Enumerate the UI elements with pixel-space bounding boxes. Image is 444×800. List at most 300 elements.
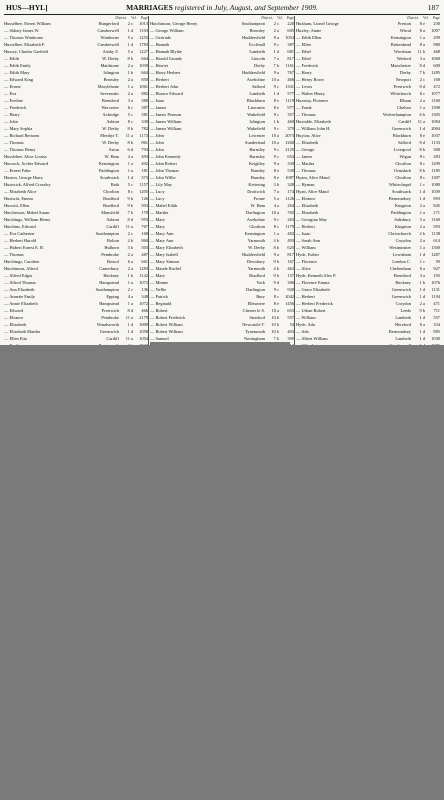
entry-volume: 9 b bbox=[273, 273, 279, 278]
entry-page: 171 bbox=[433, 210, 440, 215]
entry-district: Whitechapel bbox=[388, 182, 411, 187]
entry-district: Chelsea bbox=[397, 105, 411, 110]
entry-district: Axeholme bbox=[246, 77, 265, 82]
entry-page: 593 bbox=[433, 224, 440, 229]
entry-volume: 1 d bbox=[127, 175, 133, 180]
entry-volume: 8 e bbox=[273, 301, 279, 306]
register-entry bbox=[4, 216, 148, 223]
register-entry bbox=[296, 202, 440, 209]
entry-name: — Eleanor bbox=[296, 196, 316, 201]
entry-page: 1185 bbox=[431, 168, 440, 173]
entry-page: 379 bbox=[287, 126, 294, 131]
entry-district: W. Ham bbox=[250, 203, 265, 208]
register-entry bbox=[150, 90, 294, 97]
entry-name: — Thomas Wimborne bbox=[4, 35, 44, 40]
register-entry bbox=[150, 195, 294, 202]
entry-name: Huyton, Alice bbox=[296, 133, 321, 138]
entry-name: Hyam, Alice Maud bbox=[296, 175, 330, 180]
entry-page: 181 bbox=[141, 168, 148, 173]
entry-district: Southwark bbox=[391, 189, 411, 194]
entry-page: 482 bbox=[287, 231, 294, 236]
entry-district: Wandsworth bbox=[96, 322, 119, 327]
entry-district: Wakefield bbox=[247, 126, 265, 131]
register-entry bbox=[150, 314, 294, 321]
entry-page: 167 bbox=[287, 259, 294, 264]
entry-page: 126 bbox=[141, 196, 148, 201]
entry-volume: 8 d bbox=[419, 140, 425, 145]
entry-district: Darlington bbox=[245, 210, 265, 215]
entry-volume: 11 b bbox=[417, 49, 425, 54]
register-entry bbox=[150, 223, 294, 230]
entry-page: 59 bbox=[435, 259, 440, 264]
entry-page: 1287 bbox=[431, 252, 440, 257]
entry-volume: 6 a bbox=[419, 322, 425, 327]
register-entry bbox=[296, 181, 440, 188]
entry-name: — Ernest bbox=[4, 84, 21, 89]
entry-page: 460 bbox=[287, 119, 294, 124]
register-entry bbox=[296, 27, 440, 34]
entry-name: — Mary bbox=[150, 217, 165, 222]
column-label-district: District. bbox=[261, 16, 274, 20]
entry-district: Camberwell bbox=[97, 28, 119, 33]
entry-volume: 8 d bbox=[419, 84, 425, 89]
register-entry bbox=[296, 223, 440, 230]
entry-volume: 2 c bbox=[127, 21, 133, 26]
entry-name: — John bbox=[150, 140, 164, 145]
register-entry bbox=[4, 265, 148, 272]
entry-district: Brentford bbox=[101, 98, 119, 103]
entry-district: Barnsley bbox=[249, 154, 265, 159]
entry-district: Greenwich bbox=[391, 287, 411, 292]
entry-district: Leeds bbox=[400, 308, 411, 313]
register-entry bbox=[4, 321, 148, 328]
entry-page: 882 bbox=[141, 91, 148, 96]
entry-name: — Florence bbox=[296, 259, 317, 264]
register-entry bbox=[150, 286, 294, 293]
entry-name: Hyde, Ada bbox=[296, 322, 315, 327]
entry-district: Prestwich bbox=[101, 308, 119, 313]
entry-page: 1398 bbox=[431, 105, 440, 110]
entry-volume: 2 a bbox=[127, 266, 133, 271]
entry-page: 767 bbox=[141, 224, 148, 229]
entry-district: Lambeth bbox=[395, 336, 411, 341]
entry-volume: 1 d bbox=[273, 91, 279, 96]
entry-page: 817 bbox=[287, 252, 294, 257]
entry-name: — John Robert bbox=[150, 161, 177, 166]
entry-volume: 1 a bbox=[127, 84, 133, 89]
entry-district: Dewsbury bbox=[246, 259, 265, 264]
register-entry bbox=[150, 216, 294, 223]
register-entry bbox=[296, 258, 440, 265]
column-label-district: District. bbox=[407, 16, 420, 20]
entry-page: 1456 bbox=[285, 301, 294, 306]
entry-volume: 9 d bbox=[273, 280, 279, 285]
entry-volume: 7 b bbox=[273, 336, 279, 341]
register-entry bbox=[296, 125, 440, 132]
entry-district: Kensington bbox=[98, 161, 119, 166]
entry-district: Sevenoaks bbox=[100, 91, 119, 96]
register-entry bbox=[4, 286, 148, 293]
entry-district: Kingston bbox=[394, 203, 411, 208]
entry-district: Marylebone bbox=[97, 84, 119, 89]
page-title-main: MARRIAGES bbox=[126, 3, 173, 12]
entry-name: — Elizabeth bbox=[296, 210, 319, 215]
entry-name: — John Thomas bbox=[150, 168, 179, 173]
entry-district: Greenwich bbox=[391, 294, 411, 299]
entry-page: 1161 bbox=[285, 63, 294, 68]
entry-page: 1054 bbox=[139, 336, 148, 341]
entry-district: Huddersfield bbox=[242, 35, 265, 40]
entry-district: Nottingham bbox=[244, 336, 265, 341]
entry-district: Leicester bbox=[248, 133, 265, 138]
register-entry bbox=[4, 55, 148, 62]
entry-name: — Patrick bbox=[150, 294, 168, 299]
entry-volume: 1 d bbox=[419, 252, 425, 257]
entry-district: Merthyr T. bbox=[100, 133, 119, 138]
register-entry bbox=[4, 335, 148, 342]
entry-page: 1054 bbox=[285, 35, 294, 40]
entry-name: — Edith Emily bbox=[4, 63, 31, 68]
entry-page: 1133 bbox=[431, 140, 440, 145]
entry-volume: 10 b bbox=[271, 322, 279, 327]
entry-name: — John Willie bbox=[150, 175, 176, 180]
entry-district: Lambeth bbox=[395, 315, 411, 320]
entry-volume: 10 a bbox=[271, 140, 279, 145]
entry-volume: 10 b bbox=[271, 329, 279, 334]
entry-district: Kensington bbox=[390, 35, 411, 40]
entry-district: Bristol bbox=[107, 259, 119, 264]
entry-name: — John bbox=[4, 119, 18, 124]
entry-district: Salisbury bbox=[394, 217, 411, 222]
entry-volume: 2 a bbox=[419, 238, 425, 243]
register-entry bbox=[4, 272, 148, 279]
entry-page: 664 bbox=[141, 56, 148, 61]
entry-name: — Hyman bbox=[296, 182, 315, 187]
entry-name: — Urban Robert bbox=[296, 308, 326, 313]
entry-volume: 9 c bbox=[273, 112, 279, 117]
entry-volume: 2 c bbox=[419, 77, 425, 82]
register-entry bbox=[4, 125, 148, 132]
entry-name: — Henry Bowe bbox=[296, 77, 324, 82]
entry-name: — Elizabeth Alice bbox=[4, 189, 37, 194]
register-entry bbox=[150, 139, 294, 146]
register-entry bbox=[150, 55, 294, 62]
entry-name: — Robert William bbox=[150, 329, 183, 334]
entry-page: 503 bbox=[141, 203, 148, 208]
entry-district: Wrexham bbox=[393, 49, 411, 54]
register-entry bbox=[4, 118, 148, 125]
entry-district: Darlington bbox=[245, 287, 265, 292]
register-entry bbox=[296, 104, 440, 111]
entry-district: Droitwich bbox=[247, 189, 265, 194]
register-entry bbox=[296, 307, 440, 314]
entry-volume: 7 a bbox=[273, 56, 279, 61]
entry-name: — Florence Emma bbox=[296, 280, 330, 285]
entry-page: 395 bbox=[287, 336, 294, 341]
register-entry bbox=[4, 69, 148, 76]
entry-volume: 5 a bbox=[273, 196, 279, 201]
entry-page: 1084 bbox=[431, 119, 440, 124]
entry-name: — Mary bbox=[150, 273, 165, 278]
register-entry bbox=[4, 90, 148, 97]
entry-district: Bolton bbox=[107, 238, 119, 243]
entry-page: 1300 bbox=[431, 245, 440, 250]
entry-name: — Herbert Frederick bbox=[296, 301, 333, 306]
entry-district: Hampstead bbox=[99, 280, 119, 285]
entry-name: Hutchins, Edward bbox=[4, 224, 36, 229]
entry-volume: 1 d bbox=[273, 49, 279, 54]
entry-district: Birkenhead bbox=[390, 42, 411, 47]
entry-page: 1142 bbox=[139, 273, 148, 278]
entry-volume: 1 b bbox=[127, 273, 133, 278]
entry-district: Canterbury bbox=[99, 266, 119, 271]
entry-volume: 1 d bbox=[419, 329, 425, 334]
entry-volume: 1 b bbox=[127, 70, 133, 75]
entry-page: 920 bbox=[287, 287, 294, 292]
entry-district: Hackney bbox=[395, 280, 411, 285]
page-index-range: HUS—HYL] bbox=[6, 3, 48, 12]
entry-volume: 10 a bbox=[271, 308, 279, 313]
entry-name: — Hubert Ernest E. B. bbox=[4, 245, 44, 250]
entry-district: Hereford bbox=[395, 322, 411, 327]
entry-district: Epping bbox=[106, 294, 119, 299]
entry-page: 170 bbox=[141, 210, 148, 215]
entry-page: 1103 bbox=[139, 28, 148, 33]
entry-volume: 10 a bbox=[271, 210, 279, 215]
register-entry bbox=[150, 69, 294, 76]
entry-volume: 2 a bbox=[419, 203, 425, 208]
entry-page: 793 bbox=[141, 147, 148, 152]
entry-page: 503 bbox=[141, 245, 148, 250]
entry-volume: 6 d bbox=[127, 147, 133, 152]
entry-name: Hussock, Archer Edward bbox=[4, 161, 49, 166]
entry-page: 664 bbox=[141, 70, 148, 75]
entry-volume: 9 b bbox=[127, 203, 133, 208]
entry-volume: 8 b bbox=[273, 245, 279, 250]
entry-name: — Mary Elizabeth bbox=[150, 245, 183, 250]
entry-district: Sunderland bbox=[245, 140, 265, 145]
entry-volume: 2 a bbox=[419, 301, 425, 306]
entry-district: Hulborn bbox=[104, 245, 119, 250]
entry-page: 654 bbox=[287, 154, 294, 159]
entry-district: Bury bbox=[256, 294, 265, 299]
entry-district: Liverpool bbox=[393, 147, 411, 152]
register-entry bbox=[4, 111, 148, 118]
entry-name: — Thomas bbox=[4, 252, 24, 257]
entry-name: — Eva Catherine bbox=[4, 231, 35, 236]
entry-district: Barnsley bbox=[249, 147, 265, 152]
entry-page: 330 bbox=[287, 161, 294, 166]
entry-volume: 10 a bbox=[271, 133, 279, 138]
entry-name: — Thomas bbox=[4, 140, 24, 145]
entry-volume: 8 b bbox=[127, 140, 133, 145]
entry-volume: 8 b bbox=[419, 147, 425, 152]
entry-name: — Harriet bbox=[150, 63, 168, 68]
entry-district: Cardiff bbox=[106, 224, 119, 229]
entry-district: Hampstead bbox=[99, 301, 119, 306]
entry-volume: 2 a bbox=[127, 91, 133, 96]
entry-page: 953 bbox=[141, 217, 148, 222]
entry-district: Bromley bbox=[103, 77, 119, 82]
entry-page: 1160 bbox=[431, 98, 440, 103]
entry-name: — William bbox=[296, 245, 316, 250]
entry-name: — Martha bbox=[296, 161, 315, 166]
register-entry bbox=[150, 62, 294, 69]
register-entry bbox=[296, 111, 440, 118]
entry-page: 1061 bbox=[139, 84, 148, 89]
entry-district: Kingston bbox=[394, 224, 411, 229]
entry-page: 782 bbox=[141, 126, 148, 131]
entry-page: 681 bbox=[287, 49, 294, 54]
entry-volume: 5 a bbox=[419, 217, 425, 222]
entry-volume: 5 a bbox=[127, 35, 133, 40]
entry-page: 977 bbox=[287, 105, 294, 110]
entry-page: 471 bbox=[433, 301, 440, 306]
entry-district: Huddersfield bbox=[242, 70, 265, 75]
entry-name: — Harry Herbert bbox=[150, 70, 181, 75]
entry-volume: 1 d bbox=[419, 294, 425, 299]
entry-name: — Martha bbox=[150, 210, 169, 215]
entry-district: Southampton bbox=[95, 231, 119, 236]
entry-volume: 9 c bbox=[273, 154, 279, 159]
entry-name: Huswitt, Ellen bbox=[4, 203, 30, 208]
register-entry bbox=[296, 153, 440, 160]
register-entry bbox=[150, 230, 294, 237]
entry-district: Whitchurch bbox=[390, 91, 411, 96]
entry-page: 860 bbox=[141, 238, 148, 243]
entry-volume: 1 a bbox=[419, 35, 425, 40]
entry-volume: 2 a bbox=[127, 252, 133, 257]
entry-district: Ashby Z. bbox=[102, 49, 119, 54]
entry-district: W. Derby bbox=[248, 245, 265, 250]
entry-page: 157 bbox=[287, 273, 294, 278]
page-title bbox=[0, 3, 444, 13]
register-entry bbox=[150, 293, 294, 300]
register-entry bbox=[4, 223, 148, 230]
entry-district: Chester le S. bbox=[242, 308, 265, 313]
entry-name: — Edith Ellen bbox=[296, 35, 322, 40]
register-entry bbox=[296, 62, 440, 69]
entry-volume: 11 a bbox=[125, 315, 133, 320]
register-entry bbox=[296, 244, 440, 251]
register-entry bbox=[150, 76, 294, 83]
entry-district: Ecclesall bbox=[249, 42, 265, 47]
entry-page: 1209 bbox=[431, 161, 440, 166]
register-entry bbox=[150, 307, 294, 314]
register-entry bbox=[296, 90, 440, 97]
entry-page: 357 bbox=[287, 112, 294, 117]
entry-page: 1331 bbox=[285, 84, 294, 89]
entry-volume: 10 a bbox=[271, 77, 279, 82]
entry-district: Hackney bbox=[103, 273, 119, 278]
entry-name: — Mary Isabell bbox=[150, 252, 178, 257]
entry-volume: 3 b bbox=[127, 245, 133, 250]
entry-name: Huxtable, Elizabeth bbox=[296, 119, 331, 124]
entry-volume: 3 a bbox=[419, 56, 425, 61]
entry-volume: 9 b bbox=[419, 308, 425, 313]
register-entry bbox=[296, 174, 440, 181]
register-entry bbox=[150, 188, 294, 195]
register-entry bbox=[296, 146, 440, 153]
entry-name: — Horace Edward bbox=[150, 91, 183, 96]
entry-name: Huxley, Annie bbox=[296, 28, 322, 33]
entry-page: 2125 bbox=[285, 147, 294, 152]
entry-name: — Hannah Blythe bbox=[150, 49, 182, 54]
register-entry bbox=[150, 48, 294, 55]
entry-page: 893 bbox=[433, 196, 440, 201]
entry-page: 1072 bbox=[139, 301, 148, 306]
entry-name: — Robert William bbox=[150, 322, 183, 327]
entry-page: 1009 bbox=[139, 322, 148, 327]
entry-name: — Eveline bbox=[4, 98, 23, 103]
entry-name: — Herbert bbox=[296, 294, 315, 299]
entry-volume: 9 c bbox=[273, 84, 279, 89]
entry-district: Newport bbox=[395, 77, 411, 82]
entry-district: Elham bbox=[399, 98, 411, 103]
register-entry bbox=[150, 20, 294, 27]
register-entry bbox=[150, 27, 294, 34]
entry-name: — James Pearson bbox=[150, 112, 182, 117]
register-entry bbox=[4, 307, 148, 314]
entry-district: Lambeth bbox=[249, 49, 265, 54]
entry-page: 600 bbox=[433, 63, 440, 68]
entry-volume: 8 b bbox=[127, 56, 133, 61]
register-entry bbox=[4, 258, 148, 265]
entry-page: 557 bbox=[433, 315, 440, 320]
entry-page: 581 bbox=[141, 112, 148, 117]
register-entry bbox=[4, 146, 148, 153]
register-entry bbox=[4, 83, 148, 90]
entry-volume: 3 a bbox=[419, 273, 425, 278]
register-entry bbox=[296, 132, 440, 139]
entry-page: 2179 bbox=[139, 315, 148, 320]
entry-district: Bromley bbox=[249, 28, 265, 33]
register-entry bbox=[150, 111, 294, 118]
register-entry bbox=[4, 20, 148, 27]
entry-district: Greenwich bbox=[391, 126, 411, 131]
entry-page: 328 bbox=[287, 182, 294, 187]
register-entry bbox=[4, 27, 148, 34]
entry-name: Husselbee, Ernest William bbox=[4, 21, 51, 26]
entry-volume: 9 a bbox=[273, 70, 279, 75]
entry-page: 463 bbox=[287, 266, 294, 271]
entry-district: Cardiff bbox=[106, 336, 119, 341]
entry-volume: 1 d bbox=[419, 315, 425, 320]
entry-name: — James bbox=[296, 154, 313, 159]
entry-district: Westminster bbox=[389, 245, 411, 250]
entry-district: Hungerford bbox=[98, 21, 119, 26]
entry-name: — James William bbox=[150, 126, 182, 131]
entry-district: Huddersfield bbox=[242, 252, 265, 257]
entry-volume: 9 b bbox=[273, 259, 279, 264]
entry-district: Lincoln bbox=[251, 56, 265, 61]
entry-name: — Annette Emily bbox=[4, 294, 35, 299]
register-entry bbox=[296, 76, 440, 83]
entry-district: Tynemouth bbox=[245, 329, 265, 334]
entry-volume: 8 b bbox=[127, 126, 133, 131]
register-entry bbox=[296, 230, 440, 237]
entry-name: — Sidney James W. bbox=[4, 28, 40, 33]
register-entry bbox=[296, 97, 440, 104]
entry-name: — Ellen bbox=[296, 42, 311, 47]
entry-page: 492 bbox=[141, 161, 148, 166]
register-entry bbox=[150, 279, 294, 286]
register-entry bbox=[4, 279, 148, 286]
column-label-page: Page bbox=[286, 16, 294, 20]
entry-district: Kensington bbox=[244, 231, 265, 236]
entry-volume: 4 b bbox=[273, 266, 279, 271]
entry-name: Hutchesson, Mabel Susan bbox=[4, 210, 50, 215]
